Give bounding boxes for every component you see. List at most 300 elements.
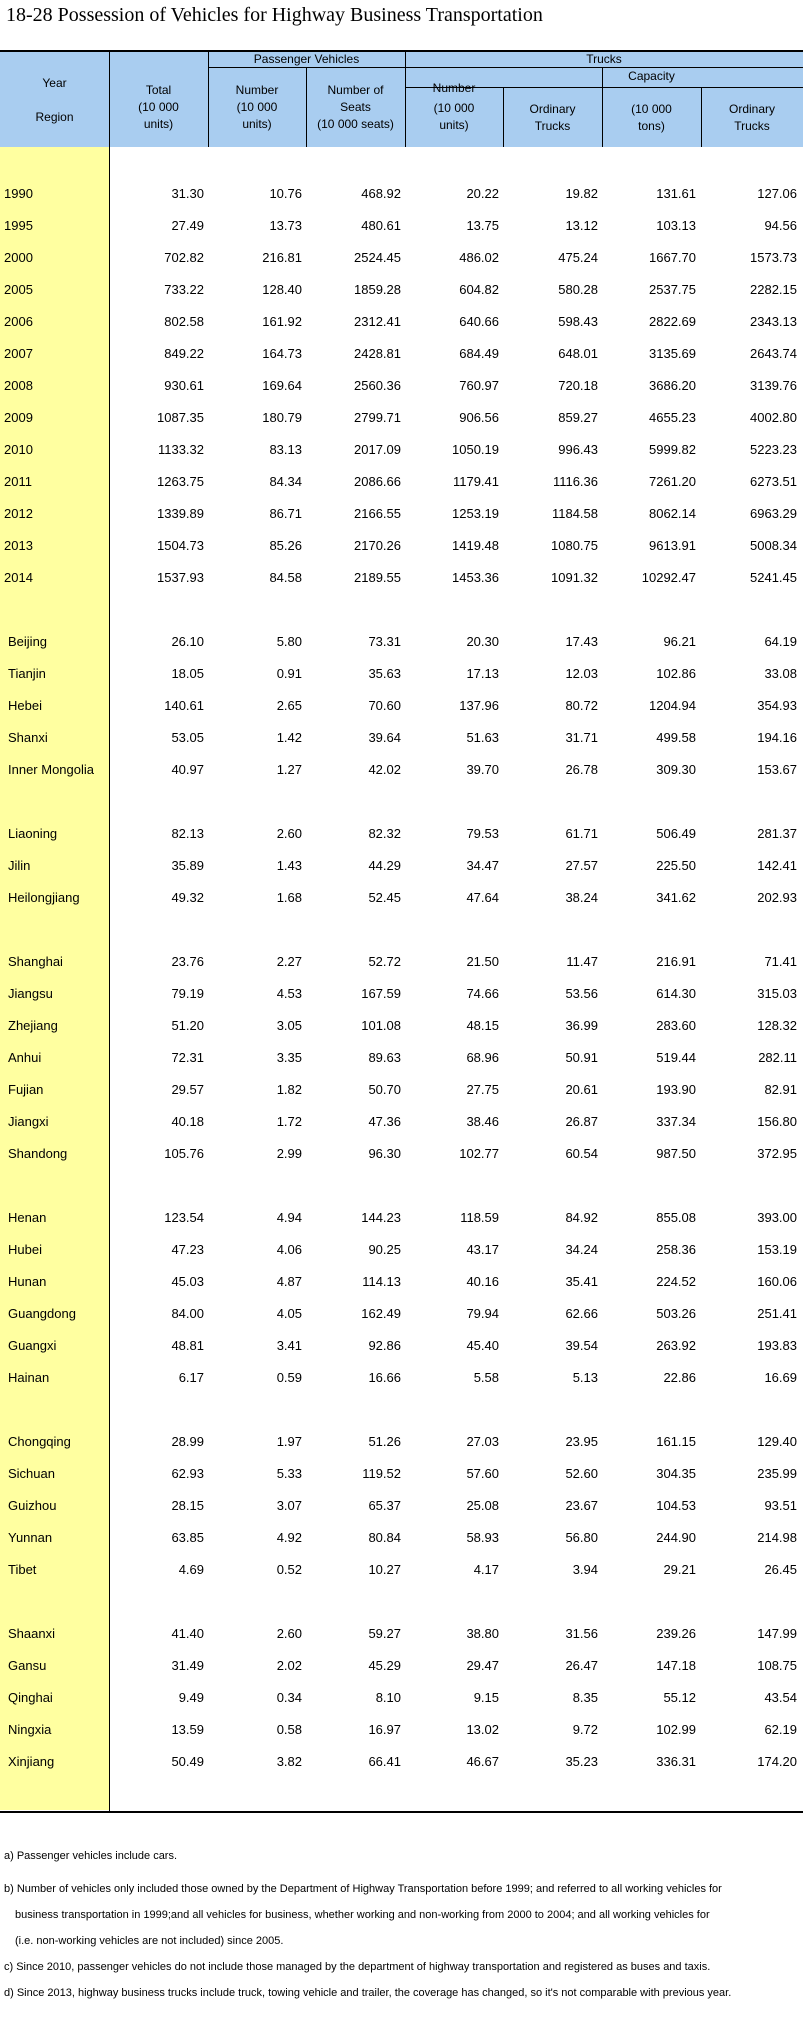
table-cell: 1.82	[276, 1082, 302, 1097]
trucks-header: Trucks	[586, 52, 622, 66]
row-label: Ningxia	[8, 1722, 52, 1737]
table-row	[0, 979, 803, 1011]
table-cell: 86.71	[269, 506, 302, 521]
table-cell: 39.70	[466, 762, 499, 777]
table-cell: 82.32	[368, 826, 401, 841]
table-cell: 4.92	[276, 1530, 302, 1545]
footnote: business transportation in 1999;and all vehicles for business, whether working and non-working from 2000 to 2004; and all working vehicles for	[15, 1909, 710, 1921]
table-cell: 52.60	[565, 1466, 598, 1481]
table-cell: 35.23	[565, 1754, 598, 1769]
table-cell: 468.92	[361, 186, 401, 201]
table-row	[0, 1683, 803, 1715]
table-cell: 47.36	[368, 1114, 401, 1129]
table-cell: 1204.94	[649, 698, 696, 713]
table-cell: 26.78	[565, 762, 598, 777]
tr-ordinary-header: Ordinary Trucks	[529, 102, 576, 133]
table-cell: 93.51	[764, 1498, 797, 1513]
table-cell: 52.45	[368, 890, 401, 905]
table-cell: 52.72	[368, 954, 401, 969]
table-row	[0, 1747, 803, 1779]
table-cell: 43.54	[764, 1690, 797, 1705]
table-cell: 648.01	[558, 346, 598, 361]
table-cell: 59.27	[368, 1626, 401, 1641]
table-cell: 36.99	[565, 1018, 598, 1033]
table-cell: 28.15	[171, 1498, 204, 1513]
table-cell: 1184.58	[551, 506, 598, 521]
row-label: 2013	[4, 538, 33, 553]
table-cell: 31.56	[565, 1626, 598, 1641]
table-cell: 50.70	[368, 1082, 401, 1097]
table-row	[0, 1139, 803, 1171]
table-cell: 1133.32	[157, 442, 204, 457]
table-cell: 5223.23	[750, 442, 797, 457]
table-cell: 859.27	[558, 410, 598, 425]
table-cell: 61.71	[565, 826, 598, 841]
table-cell: 337.34	[656, 1114, 696, 1129]
table-cell: 38.46	[466, 1114, 499, 1129]
table-cell: 73.31	[368, 634, 401, 649]
table-cell: 258.36	[656, 1242, 696, 1257]
table-cell: 372.95	[757, 1146, 797, 1161]
table-cell: 849.22	[164, 346, 204, 361]
data-table	[0, 50, 803, 1813]
table-cell: 0.59	[276, 1370, 302, 1385]
table-cell: 137.96	[459, 698, 499, 713]
table-cell: 38.24	[565, 890, 598, 905]
row-label: Guizhou	[8, 1498, 57, 1513]
table-row	[0, 1459, 803, 1491]
table-cell: 1.43	[276, 858, 302, 873]
table-cell: 10.27	[368, 1562, 401, 1577]
table-row	[0, 819, 803, 851]
row-label: 2006	[4, 314, 33, 329]
table-row	[0, 1523, 803, 1555]
table-cell: 336.31	[656, 1754, 696, 1769]
table-cell: 162.49	[361, 1306, 401, 1321]
table-cell: 193.90	[656, 1082, 696, 1097]
row-label: Shaanxi	[8, 1626, 55, 1641]
table-cell: 16.69	[764, 1370, 797, 1385]
table-cell: 20.61	[565, 1082, 598, 1097]
table-cell: 9613.91	[649, 538, 696, 553]
table-cell: 119.52	[362, 1466, 401, 1481]
table-cell: 34.47	[466, 858, 499, 873]
table-cell: 2343.13	[750, 314, 797, 329]
table-cell: 475.24	[558, 250, 598, 265]
table-row	[0, 1075, 803, 1107]
table-row	[0, 563, 803, 595]
table-row	[0, 211, 803, 243]
row-label: Jiangsu	[8, 986, 53, 1001]
table-cell: 50.49	[171, 1754, 204, 1769]
table-cell: 108.75	[757, 1658, 797, 1673]
table-cell: 9.15	[473, 1690, 499, 1705]
table-row	[0, 371, 803, 403]
table-cell: 9.72	[572, 1722, 598, 1737]
table-cell: 27.75	[466, 1082, 499, 1097]
table-cell: 225.50	[656, 858, 696, 873]
row-label: Shanxi	[8, 730, 48, 745]
table-cell: 503.26	[656, 1306, 696, 1321]
row-label: Liaoning	[8, 826, 58, 841]
table-cell: 65.37	[368, 1498, 401, 1513]
table-cell: 102.99	[656, 1722, 696, 1737]
table-cell: 33.08	[764, 666, 797, 681]
table-row	[0, 1235, 803, 1267]
table-cell: 855.08	[656, 1210, 696, 1225]
table-cell: 79.94	[466, 1306, 499, 1321]
row-label: Jilin	[8, 858, 31, 873]
table-cell: 354.93	[757, 698, 797, 713]
table-cell: 733.22	[164, 282, 204, 297]
table-cell: 128.32	[757, 1018, 797, 1033]
table-cell: 27.57	[565, 858, 598, 873]
table-cell: 2428.81	[354, 346, 401, 361]
table-body	[0, 147, 803, 1811]
row-label: Hunan	[8, 1274, 47, 1289]
table-cell: 1.72	[276, 1114, 302, 1129]
table-row	[0, 1715, 803, 1747]
table-row	[0, 723, 803, 755]
table-cell: 102.86	[656, 666, 696, 681]
table-cell: 4.69	[178, 1562, 204, 1577]
table-cell: 1.42	[276, 730, 302, 745]
table-cell: 11.47	[566, 954, 598, 969]
table-row	[0, 1331, 803, 1363]
table-cell: 102.77	[459, 1146, 499, 1161]
table-cell: 4.06	[276, 1242, 302, 1257]
table-cell: 4002.80	[750, 410, 797, 425]
table-cell: 486.02	[459, 250, 499, 265]
table-cell: 101.08	[361, 1018, 401, 1033]
table-cell: 85.26	[269, 538, 302, 553]
table-cell: 1050.19	[452, 442, 499, 457]
table-cell: 34.24	[565, 1242, 598, 1257]
footnote: c) Since 2010, passenger vehicles do not include those managed by the department of highway transportation and registered as buses and taxis.	[4, 1961, 711, 1973]
table-cell: 480.61	[361, 218, 401, 233]
table-cell: 1.68	[276, 890, 302, 905]
row-label: 2014	[4, 570, 33, 585]
table-cell: 2.65	[276, 698, 302, 713]
table-row	[0, 467, 803, 499]
table-cell: 5.13	[572, 1370, 598, 1385]
table-cell: 60.54	[565, 1146, 598, 1161]
table-cell: 131.61	[656, 186, 696, 201]
table-cell: 2.60	[276, 1626, 302, 1641]
footnote: b) Number of vehicles only included those owned by the Department of Highway Transportation before 1999; and referred to all working vehicles for	[4, 1883, 722, 1895]
table-row	[0, 691, 803, 723]
row-label: 2009	[4, 410, 33, 425]
table-cell: 5008.34	[750, 538, 797, 553]
row-label: Beijing	[8, 634, 48, 649]
table-cell: 1573.73	[750, 250, 797, 265]
table-cell: 2537.75	[649, 282, 696, 297]
table-cell: 82.91	[764, 1082, 797, 1097]
table-row	[0, 947, 803, 979]
table-cell: 2.27	[276, 954, 302, 969]
table-row	[0, 1043, 803, 1075]
table-cell: 4655.23	[649, 410, 696, 425]
table-cell: 26.87	[565, 1114, 598, 1129]
table-cell: 90.25	[368, 1242, 401, 1257]
row-label: Shanghai	[8, 954, 63, 969]
table-cell: 2822.69	[649, 314, 696, 329]
row-label: Chongqing	[8, 1434, 71, 1449]
table-cell: 1859.28	[354, 282, 401, 297]
table-cell: 4.87	[276, 1274, 302, 1289]
table-cell: 194.16	[757, 730, 797, 745]
table-cell: 72.31	[171, 1050, 204, 1065]
table-cell: 1080.75	[551, 538, 598, 553]
tr-number-header: Number (10 000 units)	[432, 81, 476, 132]
table-row	[0, 499, 803, 531]
table-cell: 40.18	[171, 1114, 204, 1129]
table-cell: 13.59	[171, 1722, 204, 1737]
row-label: Tianjin	[8, 666, 46, 681]
table-cell: 760.97	[459, 378, 499, 393]
table-cell: 22.86	[663, 1370, 696, 1385]
table-row	[0, 1299, 803, 1331]
table-cell: 2799.71	[354, 410, 401, 425]
table-cell: 1253.19	[452, 506, 499, 521]
table-cell: 580.28	[558, 282, 598, 297]
table-cell: 167.59	[361, 986, 401, 1001]
table-cell: 1453.36	[452, 570, 499, 585]
table-cell: 169.64	[262, 378, 302, 393]
table-cell: 13.12	[565, 218, 598, 233]
table-cell: 3686.20	[649, 378, 696, 393]
table-cell: 283.60	[656, 1018, 696, 1033]
table-cell: 80.72	[565, 698, 598, 713]
table-cell: 702.82	[164, 250, 204, 265]
table-cell: 153.67	[757, 762, 797, 777]
table-cell: 3139.76	[750, 378, 797, 393]
footnote: d) Since 2013, highway business trucks include truck, towing vehicle and trailer, the coverage has changed, so it's not comparable with previous year.	[4, 1987, 732, 1999]
row-label: Hainan	[8, 1370, 50, 1385]
table-row	[0, 1203, 803, 1235]
table-cell: 17.43	[565, 634, 598, 649]
table-cell: 48.81	[171, 1338, 204, 1353]
table-cell: 216.81	[262, 250, 302, 265]
table-row	[0, 307, 803, 339]
table-row	[0, 1427, 803, 1459]
passenger-vehicles-header: Passenger Vehicles	[253, 52, 360, 66]
table-cell: 29.21	[663, 1562, 696, 1577]
table-cell: 6.17	[178, 1370, 204, 1385]
table-cell: 39.54	[565, 1338, 598, 1353]
table-cell: 987.50	[656, 1146, 696, 1161]
table-cell: 31.71	[565, 730, 598, 745]
table-cell: 89.63	[368, 1050, 401, 1065]
table-cell: 29.47	[466, 1658, 499, 1673]
table-cell: 164.73	[262, 346, 302, 361]
table-row	[0, 403, 803, 435]
row-label: 2000	[4, 250, 33, 265]
row-label: 2007	[4, 346, 33, 361]
table-cell: 79.53	[466, 826, 499, 841]
row-label: Qinghai	[8, 1690, 53, 1705]
table-cell: 1667.70	[649, 250, 696, 265]
table-cell: 84.34	[269, 474, 302, 489]
table-cell: 153.19	[757, 1242, 797, 1257]
table-cell: 6963.29	[750, 506, 797, 521]
table-cell: 3.07	[276, 1498, 302, 1513]
table-cell: 3.05	[276, 1018, 302, 1033]
table-cell: 309.30	[656, 762, 696, 777]
table-cell: 239.26	[656, 1626, 696, 1641]
table-cell: 55.12	[663, 1690, 696, 1705]
table-cell: 23.67	[565, 1498, 598, 1513]
table-cell: 2017.09	[354, 442, 401, 457]
cap-tons-header: (10 000 tons)	[631, 102, 672, 133]
table-cell: 160.06	[757, 1274, 797, 1289]
table-cell: 930.61	[164, 378, 204, 393]
table-cell: 0.58	[276, 1722, 302, 1737]
table-cell: 506.49	[656, 826, 696, 841]
table-cell: 2.99	[276, 1146, 302, 1161]
table-cell: 0.91	[276, 666, 302, 681]
table-cell: 84.00	[171, 1306, 204, 1321]
table-cell: 2170.26	[354, 538, 401, 553]
table-cell: 614.30	[656, 986, 696, 1001]
row-label: 2008	[4, 378, 33, 393]
row-label: Henan	[8, 1210, 47, 1225]
table-cell: 47.64	[466, 890, 499, 905]
table-row	[0, 1011, 803, 1043]
table-cell: 28.99	[171, 1434, 204, 1449]
table-row	[0, 243, 803, 275]
table-cell: 57.60	[466, 1466, 499, 1481]
table-cell: 53.56	[565, 986, 598, 1001]
table-cell: 282.11	[758, 1050, 797, 1065]
table-cell: 2.02	[276, 1658, 302, 1673]
table-cell: 104.53	[656, 1498, 696, 1513]
row-label: Yunnan	[8, 1530, 53, 1545]
table-cell: 161.92	[262, 314, 302, 329]
row-label: Gansu	[8, 1658, 47, 1673]
table-top-border	[0, 50, 803, 52]
row-label: Zhejiang	[8, 1018, 58, 1033]
table-cell: 63.85	[171, 1530, 204, 1545]
row-label: 2005	[4, 282, 33, 297]
table-cell: 8.35	[572, 1690, 598, 1705]
row-label: Sichuan	[8, 1466, 55, 1481]
table-row	[0, 1555, 803, 1587]
table-cell: 47.23	[171, 1242, 204, 1257]
table-cell: 48.15	[466, 1018, 499, 1033]
table-cell: 684.49	[459, 346, 499, 361]
table-cell: 43.17	[466, 1242, 499, 1257]
table-header	[0, 52, 803, 147]
table-cell: 35.41	[565, 1274, 598, 1289]
table-cell: 216.91	[656, 954, 696, 969]
table-cell: 80.84	[368, 1530, 401, 1545]
table-cell: 92.86	[368, 1338, 401, 1353]
table-cell: 62.19	[764, 1722, 797, 1737]
table-cell: 2282.15	[750, 282, 797, 297]
table-cell: 393.00	[757, 1210, 797, 1225]
year-header: Year	[42, 76, 67, 90]
table-cell: 1537.93	[157, 570, 204, 585]
table-cell: 156.80	[757, 1114, 797, 1129]
table-cell: 202.93	[757, 890, 797, 905]
table-cell: 1116.36	[552, 474, 598, 489]
table-cell: 84.58	[269, 570, 302, 585]
table-cell: 251.41	[757, 1306, 797, 1321]
row-label: Shandong	[8, 1146, 68, 1161]
table-cell: 26.47	[565, 1658, 598, 1673]
table-cell: 18.05	[171, 666, 204, 681]
table-cell: 8.10	[375, 1690, 401, 1705]
table-cell: 58.93	[466, 1530, 499, 1545]
table-cell: 4.05	[276, 1306, 302, 1321]
table-cell: 84.92	[565, 1210, 598, 1225]
table-row	[0, 339, 803, 371]
table-cell: 44.29	[368, 858, 401, 873]
table-cell: 1091.32	[551, 570, 598, 585]
row-label: Guangxi	[8, 1338, 57, 1353]
table-cell: 25.08	[466, 1498, 499, 1513]
table-cell: 50.91	[565, 1050, 598, 1065]
table-cell: 12.03	[565, 666, 598, 681]
pv-seats-header: Number of Seats (10 000 seats)	[317, 83, 394, 131]
table-cell: 6273.51	[750, 474, 797, 489]
table-cell: 3.35	[276, 1050, 302, 1065]
table-cell: 174.20	[757, 1754, 797, 1769]
table-cell: 42.02	[368, 762, 401, 777]
table-cell: 2643.74	[750, 346, 797, 361]
table-cell: 21.50	[466, 954, 499, 969]
table-cell: 62.66	[565, 1306, 598, 1321]
table-row	[0, 1651, 803, 1683]
table-cell: 13.75	[466, 218, 499, 233]
row-label: Anhui	[8, 1050, 42, 1065]
table-cell: 2189.55	[354, 570, 401, 585]
table-cell: 17.13	[466, 666, 499, 681]
table-cell: 1339.89	[157, 506, 204, 521]
row-label: 2010	[4, 442, 33, 457]
table-cell: 62.93	[171, 1466, 204, 1481]
table-cell: 83.13	[269, 442, 302, 457]
row-label: 2011	[4, 474, 32, 489]
table-row	[0, 1107, 803, 1139]
table-cell: 20.30	[466, 634, 499, 649]
table-cell: 5999.82	[649, 442, 696, 457]
pv-number-header: Number (10 000 units)	[235, 83, 279, 131]
table-cell: 263.92	[656, 1338, 696, 1353]
table-cell: 5.58	[473, 1370, 499, 1385]
table-cell: 2524.45	[354, 250, 401, 265]
table-cell: 19.82	[565, 186, 598, 201]
table-cell: 127.06	[757, 186, 797, 201]
table-cell: 51.26	[368, 1434, 401, 1449]
table-cell: 128.40	[262, 282, 302, 297]
table-row	[0, 627, 803, 659]
row-label: Hebei	[8, 698, 42, 713]
table-cell: 235.99	[757, 1466, 797, 1481]
table-cell: 3.82	[276, 1754, 302, 1769]
table-cell: 4.17	[473, 1562, 499, 1577]
table-cell: 906.56	[459, 410, 499, 425]
table-row	[0, 659, 803, 691]
row-label: 2012	[4, 506, 33, 521]
table-cell: 341.62	[656, 890, 696, 905]
row-label: Heilongjiang	[8, 890, 80, 905]
table-cell: 144.23	[361, 1210, 401, 1225]
table-cell: 519.44	[656, 1050, 696, 1065]
table-cell: 13.73	[269, 218, 302, 233]
row-label: Jiangxi	[8, 1114, 49, 1129]
